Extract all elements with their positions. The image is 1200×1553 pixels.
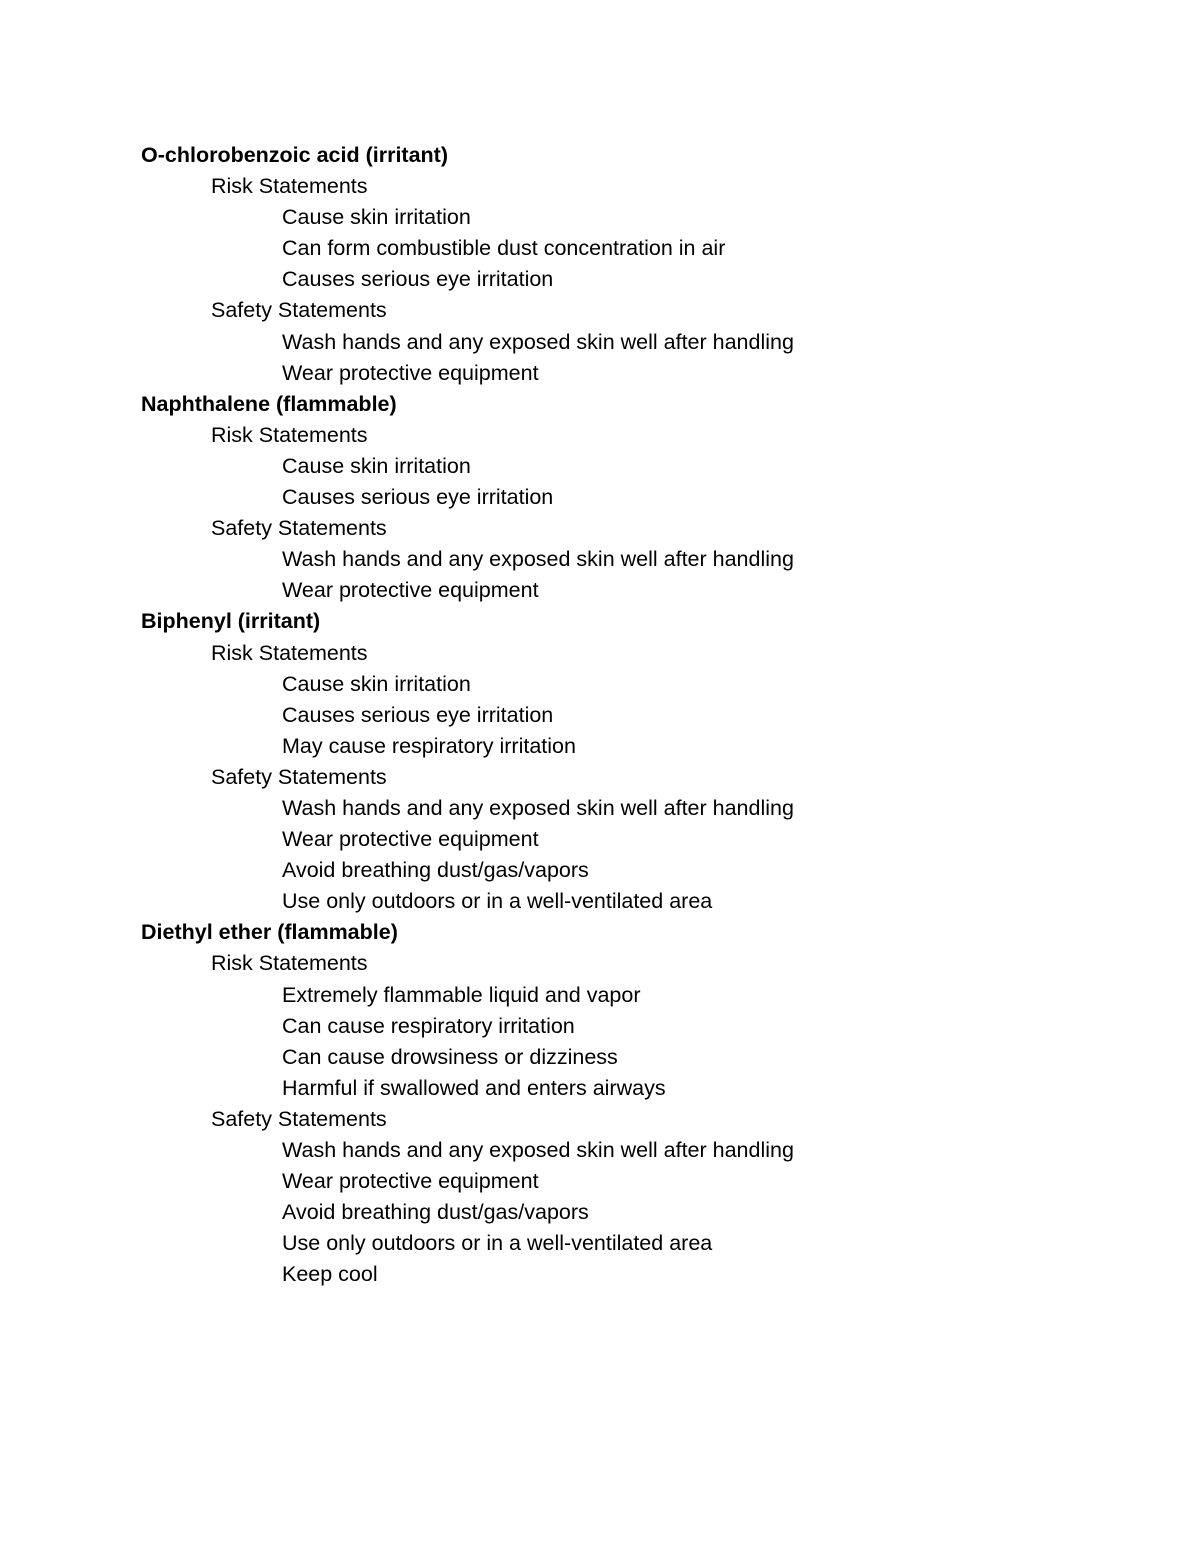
risk-statement: Can cause drowsiness or dizziness — [282, 1044, 618, 1069]
risk-statement: Cause skin irritation — [282, 453, 471, 478]
safety-statement: Wash hands and any exposed skin well after handling — [282, 795, 794, 820]
chemical-name: Naphthalene (flammable) — [141, 391, 397, 416]
risk-statement: Cause skin irritation — [282, 671, 471, 696]
chemical-name: Biphenyl (irritant) — [141, 609, 321, 634]
safety-statement: Wash hands and any exposed skin well after handling — [282, 329, 794, 354]
safety-statement: Wash hands and any exposed skin well after handling — [282, 547, 794, 572]
safety-statements-heading: Safety Statements — [211, 1106, 387, 1131]
risk-statement: Cause skin irritation — [282, 205, 471, 230]
document-content — [141, 140, 1091, 1290]
safety-statement: Avoid breathing dust/gas/vapors — [282, 858, 589, 883]
safety-statements-heading: Safety Statements — [211, 516, 387, 541]
safety-statement: Wear protective equipment — [282, 827, 539, 852]
safety-statement: Wear protective equipment — [282, 578, 539, 603]
safety-statement: Keep cool — [282, 1262, 378, 1287]
safety-statement: Avoid breathing dust/gas/vapors — [282, 1200, 589, 1225]
risk-statement: Causes serious eye irritation — [282, 702, 554, 727]
risk-statements-heading: Risk Statements — [211, 174, 368, 199]
safety-statement: Wash hands and any exposed skin well after handling — [282, 1138, 794, 1162]
safety-statement: Use only outdoors or in a well-ventilated area — [282, 889, 713, 914]
risk-statement: Harmful if swallowed and enters airways — [282, 1075, 666, 1100]
risk-statement: Causes serious eye irritation — [282, 267, 554, 292]
chemical-name: O-chlorobenzoic acid (irritant) — [141, 143, 448, 167]
safety-statement: Wear protective equipment — [282, 360, 539, 385]
risk-statement: Can cause respiratory irritation — [282, 1013, 575, 1038]
risk-statement: May cause respiratory irritation — [282, 733, 576, 758]
risk-statements-heading: Risk Statements — [211, 422, 368, 447]
risk-statement: Causes serious eye irritation — [282, 485, 554, 510]
risk-statement: Can form combustible dust concentration in air — [282, 236, 726, 261]
chemical-name: Diethyl ether (flammable) — [141, 920, 398, 945]
safety-statement: Use only outdoors or in a well-ventilated area — [282, 1231, 713, 1256]
risk-statements-heading: Risk Statements — [211, 951, 368, 976]
safety-statement: Wear protective equipment — [282, 1169, 539, 1194]
safety-statements-heading: Safety Statements — [211, 298, 387, 323]
risk-statement: Extremely flammable liquid and vapor — [282, 982, 641, 1007]
safety-statements-heading: Safety Statements — [211, 764, 387, 789]
risk-statements-heading: Risk Statements — [211, 640, 368, 665]
